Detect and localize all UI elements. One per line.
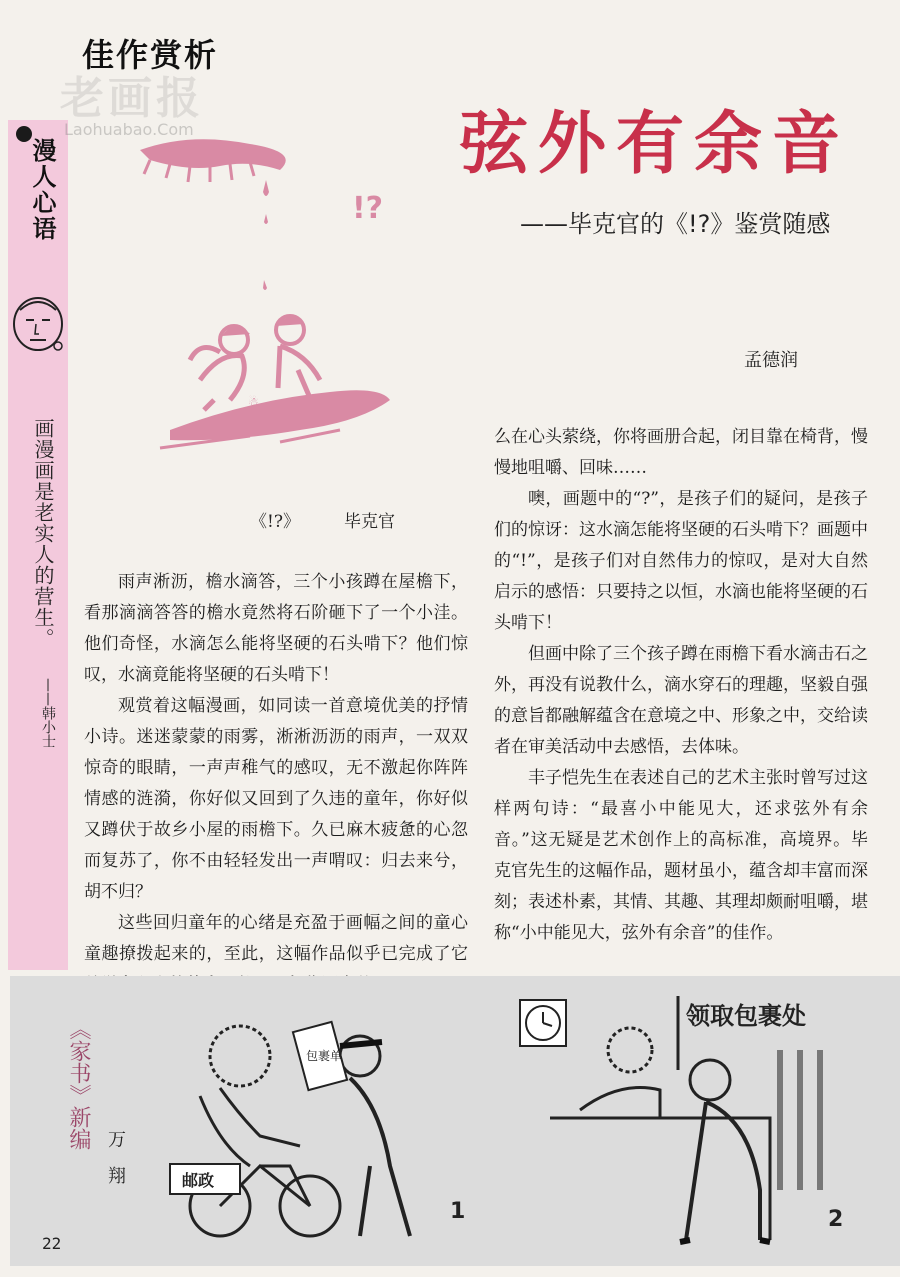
illustration-caption xyxy=(250,507,439,532)
body-right-column xyxy=(494,422,868,949)
parcel-office-sign: 领取包裹处 xyxy=(686,1002,806,1030)
paragraph: 雨声淅沥，檐水滴答，三个小孩蹲在屋檐下，看那滴滴答答的檐水竟然将石阶砸下了一个小洼。他们奇怪，水滴怎么能将坚硬的石头啃下？他们惊叹，水滴竟能将坚硬的石头啃下！ xyxy=(84,572,468,685)
comic-title: 《家书》新编 xyxy=(66,1018,91,1150)
column-label: 佳作赏析 xyxy=(82,36,219,74)
paragraph: 但画中除了三个孩子蹲在雨檐下看水滴击石之外，再没有说教什么，滴水穿石的理趣，坚毅自强的意旨都融解蕴含在意境之中、形象之中，交给读者在审美活动中去感悟，去体味。 xyxy=(494,644,868,757)
comic-panel-postman xyxy=(160,996,490,1246)
paragraph: 么在心头萦绕，你将画册合起，闭目靠在椅背，慢慢地咀嚼、回味…… xyxy=(494,427,868,478)
sidebar-author: ——韩小士 xyxy=(40,678,56,748)
watermark-logo: 老画报 xyxy=(60,73,204,124)
sidebar-title: 漫人心语 xyxy=(28,138,57,242)
paragraph: 噢，画题中的“?”，是孩子们的疑问，是孩子们的惊讶：这水滴怎能将坚硬的石头啃下？画题中的“!”，是孩子们对自然伟力的惊叹，是对大自然启示的感悟：只要持之以恒，水滴也能将坚硬的石头啃下！ xyxy=(494,489,868,633)
article-title: 弦外有余音 xyxy=(460,104,851,184)
sidebar-column xyxy=(8,120,68,970)
panel-number-2: 2 xyxy=(828,1207,844,1232)
children-rain-illustration xyxy=(130,130,410,470)
paragraph: 这些回归童年的心绪是充盈于画幅之间的童心童趣撩拨起来的，至此，这幅作品似乎已完成了它 xyxy=(84,913,468,964)
caption-title: 《!?》 xyxy=(250,512,300,532)
comic-panel-parcel-office xyxy=(510,990,870,1250)
caption-author: 毕克官 xyxy=(343,512,395,532)
package-slip-text: 包裹单 xyxy=(306,1049,343,1063)
body-left-column xyxy=(84,567,468,1001)
page-number: 22 xyxy=(42,1234,62,1253)
svg-text:!?: !? xyxy=(352,191,384,226)
post-sign-text: 邮政 xyxy=(182,1171,215,1190)
sidebar-quote: 画漫画是老实人的营生。 xyxy=(31,418,55,649)
paragraph: 观赏着这幅漫画，如同读一首意境优美的抒情小诗。迷迷蒙蒙的雨雾，淅淅沥沥的雨声，一双双惊奇的眼睛，一声声稚气的感叹，无不激起你阵阵情感的涟漪，你好似又回到了久违的童年，你好似又蹲伏于故乡小屋的雨檐下。久已麻木疲惫的心忽而复苏了，你不由轻轻发出一声喟叹：归去来兮，胡不归？ xyxy=(84,696,468,902)
svg-text:☃: ☃ xyxy=(248,395,259,409)
article-subtitle: ——毕克官的《!?》鉴赏随感 xyxy=(520,210,831,238)
article-author: 孟德润 xyxy=(744,350,798,371)
cartoon-face-icon xyxy=(6,288,70,358)
comic-author: 万翔 xyxy=(105,1130,126,1202)
paragraph: 丰子恺先生在表述自己的艺术主张时曾写过这样两句诗：“最喜小中能见大，还求弦外有余音。”这无疑是艺术创作上的高标准，高境界。毕克官先生的这幅作品，题材虽小，蕴含却丰富而深刻；表述朴素，其情、其趣、其理却颇耐咀嚼，堪称“小中能见大，弦外有余音”的佳作。 xyxy=(494,768,868,943)
panel-number-1: 1 xyxy=(450,1199,466,1224)
watermark-url: Laohuabao.Com xyxy=(64,120,194,139)
